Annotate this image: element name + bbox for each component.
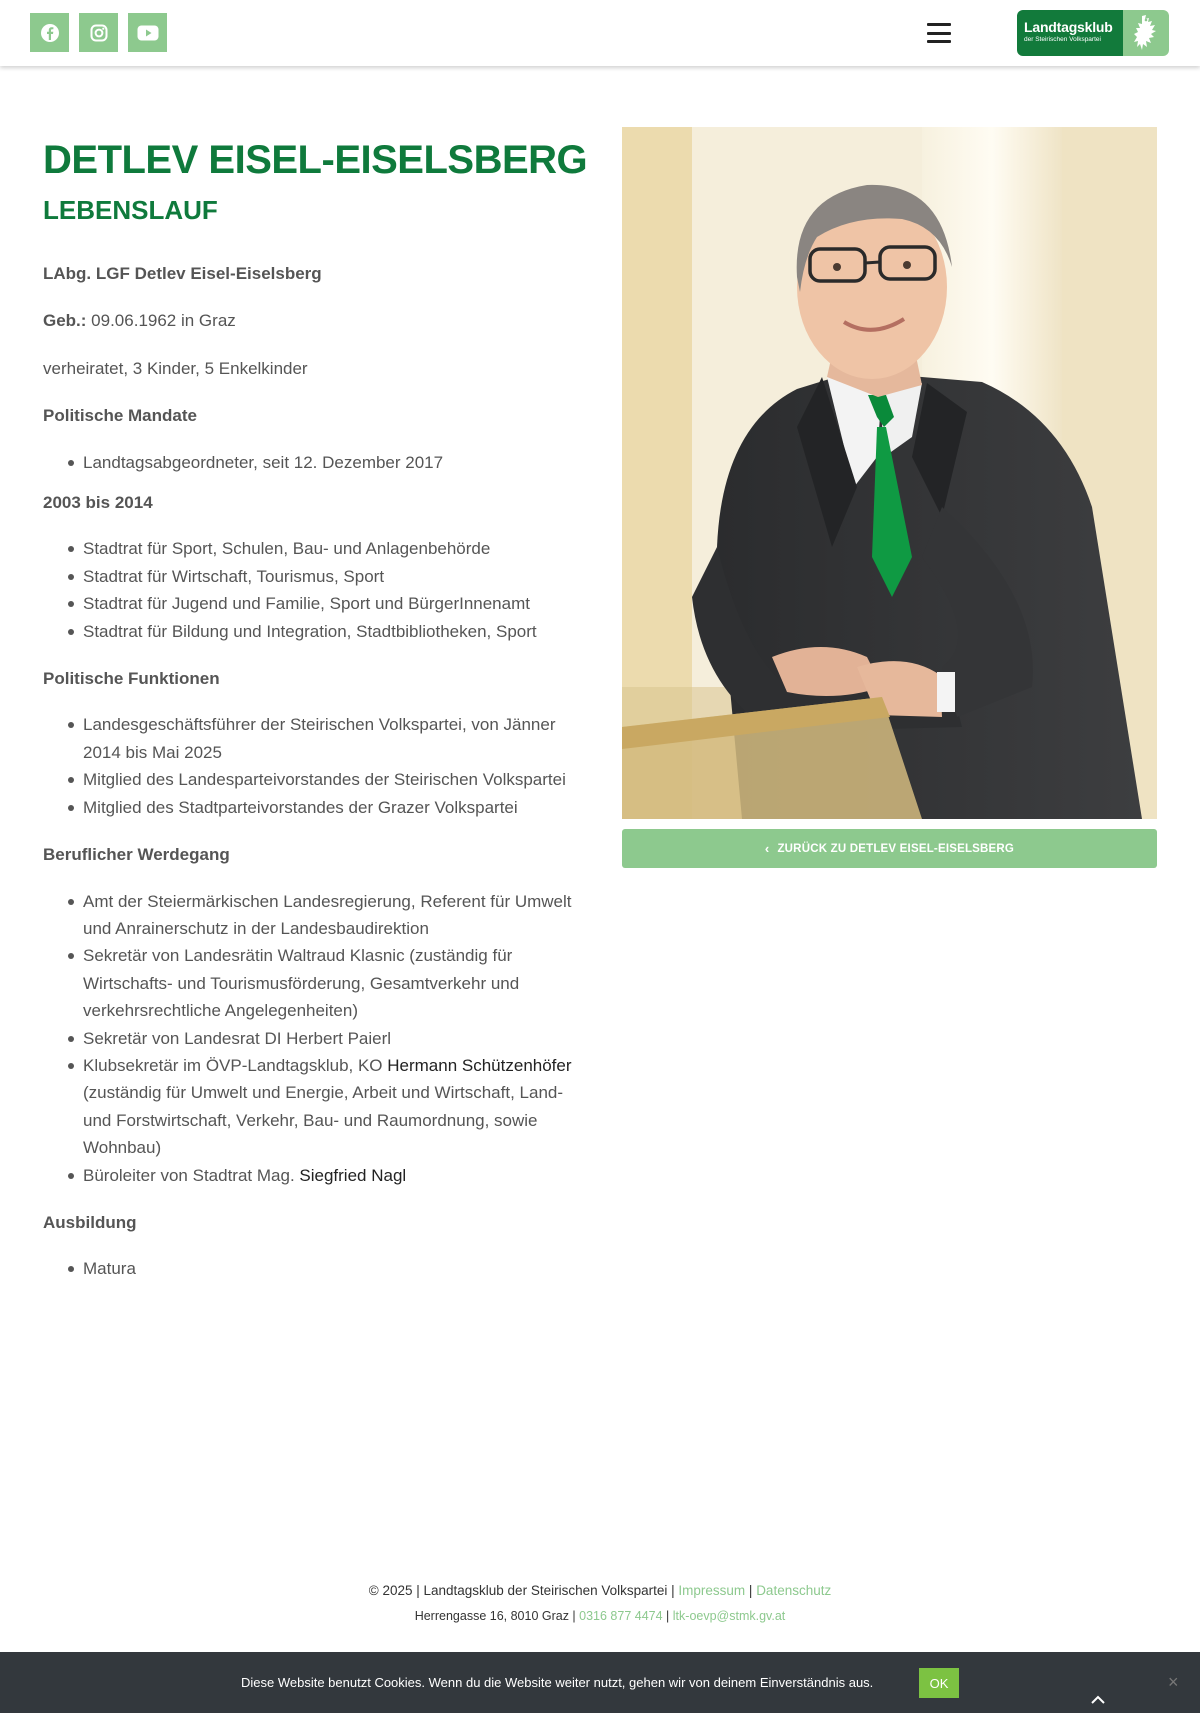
hamburger-bar [927,23,951,26]
years-list [43,535,583,645]
section-title-years: 2003 bis 2014 [43,493,153,513]
scroll-to-top-icon[interactable] [1091,1691,1105,1707]
chevron-left-icon: ‹ [764,841,770,856]
facebook-link[interactable] [30,13,69,52]
list-item: Stadtrat für Jugend und Familie, Sport und BürgerInnenamt [83,590,583,617]
career-item5-prefix: Büroleiter von Stadtrat Mag. [83,1165,300,1185]
cookie-text: Diese Website benutzt Cookies. Wenn du die Website weiter nutzt, gehen wir von deinem Einverständnis aus. [241,1675,874,1690]
youtube-icon [137,25,159,41]
portrait-photo [622,127,1157,819]
instagram-icon [90,24,108,42]
section-title-functions: Politische Funktionen [43,669,220,689]
footer-contact [0,1609,1200,1623]
list-item: Matura [83,1255,583,1282]
list-item: Sekretär von Landesrat DI Herbert Paierl [83,1025,583,1052]
intro-title: LAbg. LGF Detlev Eisel-Eiselsberg [43,264,322,283]
facebook-icon [40,23,60,43]
section-title-mandate: Politische Mandate [43,406,197,426]
hamburger-bar [927,40,951,43]
cookie-banner [0,1652,1200,1713]
list-item: Stadtrat für Bildung und Integration, Stadtbibliotheken, Sport [83,618,583,645]
list-item: Stadtrat für Wirtschaft, Tourismus, Sport [83,563,583,590]
back-to-profile-button[interactable] [622,829,1157,868]
site-header [0,0,1200,66]
footer-separator: | [662,1609,673,1623]
phone-link[interactable]: 0316 877 4474 [579,1609,663,1623]
logo-text-block [1017,10,1123,56]
list-item: Stadtrat für Sport, Schulen, Bau- und Anlagenbehörde [83,535,583,562]
career-item4-suffix: (zuständig für Umwelt und Energie, Arbeit und Wirtschaft, Land- und Forstwirtschaft, Verkehr, Bau- und Raumordnung, sowie Wohnbau) [83,1083,564,1158]
email-link[interactable]: ltk-oevp@stmk.gv.at [672,1609,786,1623]
career-item4-prefix: Klubsekretär im ÖVP-Landtagsklub, KO [83,1055,388,1075]
site-logo[interactable] [1017,10,1169,56]
list-item: Mitglied des Landesparteivorstandes der Steirischen Volkspartei [83,766,583,793]
list-item: Landesgeschäftsführer der Steirischen Volkspartei, von Jänner 2014 bis Mai 2025 [83,711,583,766]
back-button-label: ZURÜCK ZU DETLEV EISEL-EISELSBERG [777,842,1015,855]
address-text: Herrengasse 16, 8010 Graz | [414,1609,580,1623]
logo-subtitle: der Steirischen Volkspartei [1024,36,1101,43]
birth-line [43,307,583,334]
list-item: Mitglied des Stadtparteivorstandes der Grazer Volkspartei [83,794,583,821]
list-item [83,1052,583,1162]
cookie-accept-button[interactable]: OK [919,1668,959,1698]
list-item: Amt der Steiermärkischen Landesregierung, Referent für Umwelt und Anrainerschutz in der Landesbaudirektion [83,888,583,943]
page-title: DETLEV EISEL-EISELSBERG [43,138,588,182]
instagram-link[interactable] [79,13,118,52]
footer-copyright [0,1583,1200,1598]
impressum-link[interactable]: Impressum [678,1583,746,1598]
link-hermann-schuetzenhoefer[interactable]: Hermann Schützenhöfer [387,1055,572,1075]
cv-content [43,260,583,1303]
menu-toggle[interactable] [927,23,951,43]
family-line: verheiratet, 3 Kinder, 5 Enkelkinder [43,358,308,378]
functions-list [43,711,583,821]
list-item: Sekretär von Landesrätin Waltraud Klasnic (zuständig für Wirtschafts- und Tourismusförderung, Gesamtverkehr und verkehrsrechtliche Angelegenheiten) [83,942,583,1024]
education-list [43,1255,583,1282]
hamburger-bar [927,32,951,35]
list-item: Landtagsabgeordneter, seit 12. Dezember 2017 [83,449,583,476]
close-icon[interactable]: × [1168,1672,1179,1692]
birth-label: Geb.: [43,311,87,331]
section-title-education: Ausbildung [43,1212,137,1232]
link-siegfried-nagl[interactable]: Siegfried Nagl [299,1165,407,1185]
mandate-list [43,449,583,476]
datenschutz-link[interactable]: Datenschutz [756,1583,832,1598]
logo-title: Landtagsklub [1024,19,1113,35]
copyright-text: © 2025 | Landtagsklub der Steirischen Volkspartei | [368,1583,679,1598]
page-subtitle: LEBENSLAUF [43,195,218,225]
youtube-link[interactable] [128,13,167,52]
panther-crest-icon [1123,10,1169,56]
birth-value: 09.06.1962 in Graz [86,311,236,331]
list-item [83,1162,583,1189]
footer-separator: | [745,1583,757,1598]
career-list [43,888,583,1189]
section-title-career: Beruflicher Werdegang [43,845,230,865]
